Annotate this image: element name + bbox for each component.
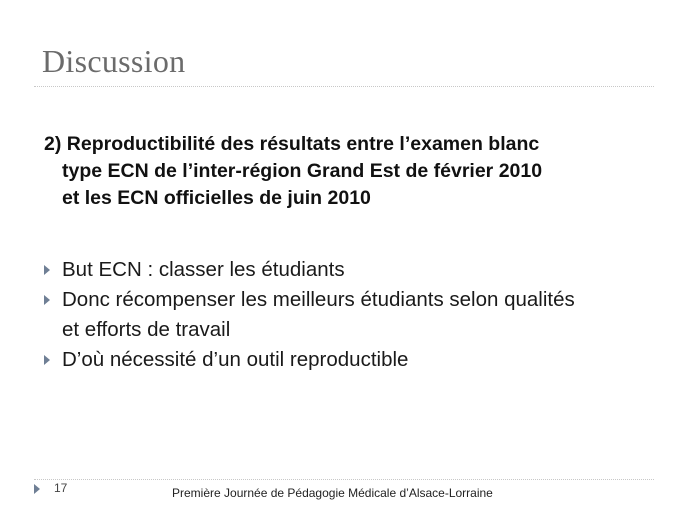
heading-line-2	[44, 158, 644, 185]
heading-line-3	[44, 185, 644, 212]
title-divider	[34, 86, 654, 87]
slide-title: Discussion	[42, 43, 186, 79]
bullet-list	[44, 255, 664, 375]
heading-line-3-a: et les	[62, 187, 118, 209]
triangle-bullet-icon	[34, 484, 40, 494]
bullet-text	[62, 285, 664, 345]
heading-line-2-a: type	[62, 160, 108, 182]
bullet-line: Donc récompenser les meilleurs étudiants selon qualités	[62, 288, 575, 311]
bullet-item	[44, 255, 664, 285]
section-heading	[44, 131, 644, 212]
triangle-bullet-icon	[44, 295, 50, 305]
heading-line-3-c: officielles de juin 2010	[158, 187, 371, 209]
bullet-line: D’où nécessité d’un outil reproductible	[62, 348, 409, 371]
heading-line-3-b: ECN	[117, 187, 159, 209]
slide-footer	[0, 480, 689, 504]
bullet-item	[44, 345, 664, 375]
footer-text: Première Journée de Pédagogie Médicale d’Alsace-Lorraine	[172, 486, 493, 500]
page-number: 17	[54, 481, 68, 495]
heading-number: 2)	[44, 133, 62, 155]
heading-line-1-text: Reproductibilité des résultats entre l’examen blanc	[66, 133, 540, 155]
triangle-bullet-icon	[44, 355, 50, 365]
bullet-text	[62, 345, 664, 375]
heading-line-2-b: ECN	[107, 160, 149, 182]
heading-line-2-c: de l’inter-région Grand Est de février 2010	[148, 160, 543, 182]
bullet-item	[44, 285, 664, 345]
bullet-line: But ECN : classer les étudiants	[62, 258, 345, 281]
bullet-line: et efforts de travail	[62, 318, 231, 341]
bullet-text	[62, 255, 664, 285]
heading-line-1	[44, 131, 644, 158]
triangle-bullet-icon	[44, 265, 50, 275]
